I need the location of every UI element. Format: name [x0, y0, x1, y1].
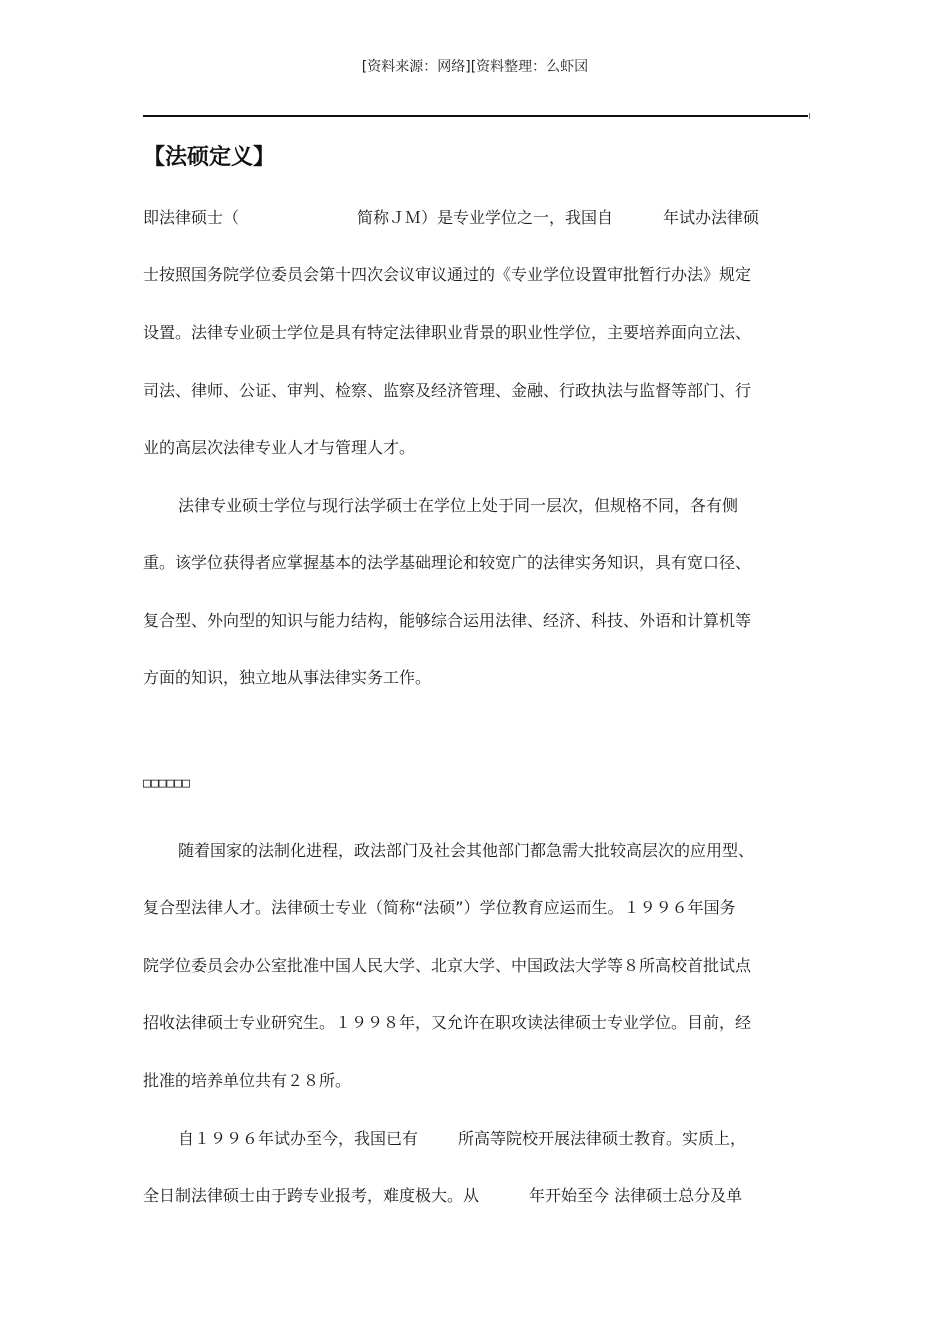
paragraph-line: [178, 1128, 746, 1150]
header-divider-end-mark: [809, 113, 810, 119]
page-header-source: [资料来源：网络][资料整理：么虾㘝: [361, 59, 589, 75]
paragraph-line: 重。该学位获得者应掌握基本的法学基础理论和较宽广的法律实务知识，具有宽口径、: [143, 553, 752, 572]
paragraph-line: 业的高层次法律专业人才与管理人才。: [143, 438, 416, 457]
paragraph-line: 士按照国务院学位委员会第十四次会议审议通过的《专业学位设置审批暂行办法》规定: [143, 265, 752, 284]
paragraph-line: 法律专业硕士学位与现行法学硕士在学位上处于同一层次，但规格不同，各有侧: [178, 496, 739, 515]
paragraph-line: 设置。法律专业硕士学位是具有特定法律职业背景的职业性学位，主要培养面向立法、: [143, 323, 752, 342]
section-heading-definition: 【法硕定义】: [143, 145, 276, 170]
section-heading-garbled: □□□□□□: [143, 776, 190, 791]
text-segment: 简称ＪＭ）是专业学位之一，我国自: [357, 208, 614, 227]
header-divider: [143, 115, 808, 117]
paragraph-line: 复合型法律人才。法律硕士专业（简称“法硕”）学位教育应运而生。１９９６年国务: [143, 898, 736, 917]
paragraph-line: 方面的知识，独立地从事法律实务工作。: [143, 668, 432, 687]
text-segment: 所高等院校开展法律硕士教育。实质上，: [458, 1129, 747, 1148]
text-segment: 即法律硕士（: [143, 208, 240, 227]
paragraph-line: 批准的培养单位共有２８所。: [143, 1071, 352, 1090]
paragraph-line: 院学位委员会办公室批准中国人民大学、北京大学、中国政法大学等８所高校首批试点: [143, 956, 752, 975]
paragraph-line: [143, 207, 759, 229]
paragraph-line: 司法、律师、公证、审判、检察、监察及经济管理、金融、行政执法与监督等部门、行: [143, 381, 752, 400]
text-segment: 全日制法律硕士由于跨专业报考，难度极大。从: [143, 1186, 480, 1205]
text-segment: 年开始至今 法律硕士总分及单: [529, 1186, 743, 1205]
text-segment: 年试办法律硕: [663, 208, 760, 227]
paragraph-line: 随着国家的法制化进程，政法部门及社会其他部门都急需大批较高层次的应用型、: [178, 841, 755, 860]
paragraph-line: [143, 1185, 742, 1207]
paragraph-line: 招收法律硕士专业研究生。１９９８年，又允许在职攻读法律硕士专业学位。目前，经: [143, 1013, 752, 1032]
paragraph-line: 复合型、外向型的知识与能力结构，能够综合运用法律、经济、科技、外语和计算机等: [143, 611, 752, 630]
text-segment: 自１９９６年试办至今，我国已有: [178, 1129, 419, 1148]
